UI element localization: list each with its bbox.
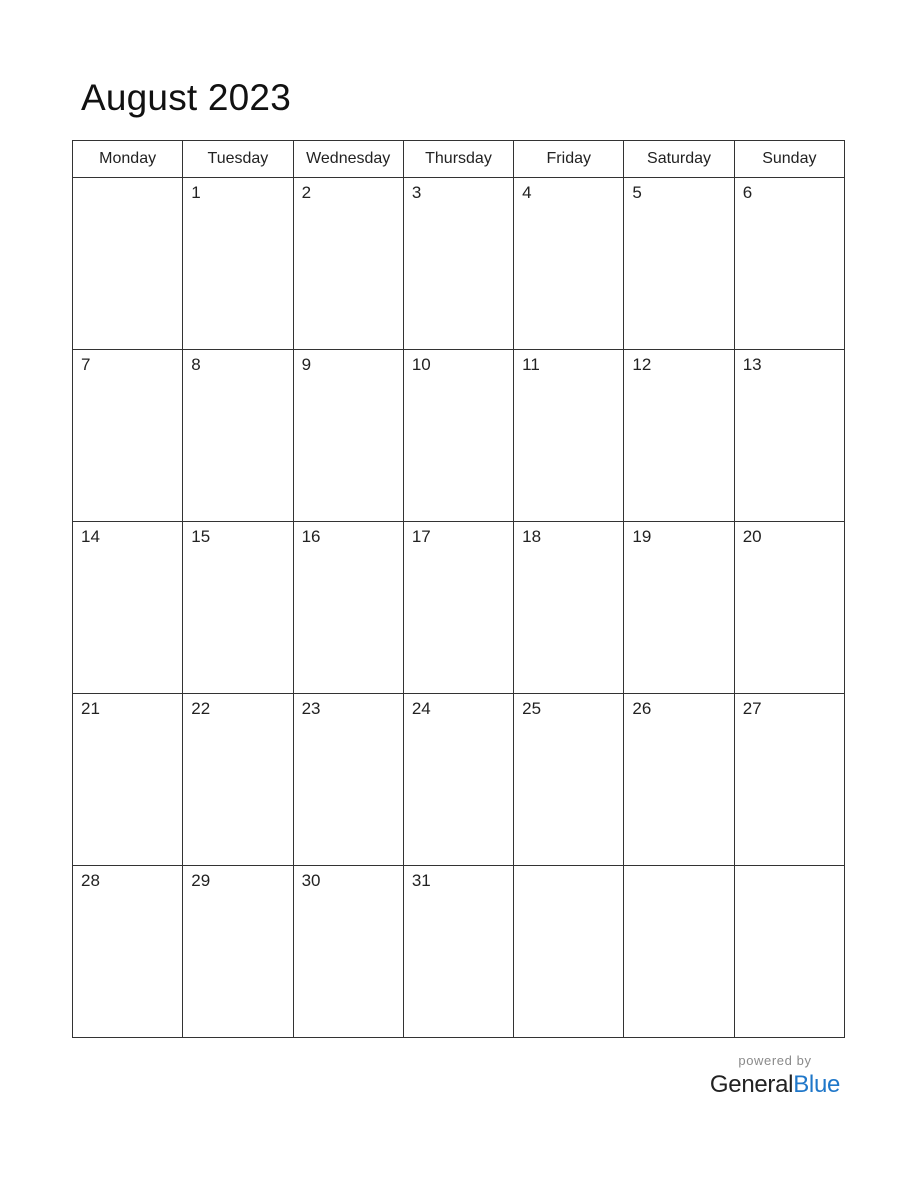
day-number: 30 (301, 871, 321, 890)
day-cell (514, 866, 624, 1038)
day-number: 29 (191, 871, 211, 890)
day-cell (734, 350, 844, 522)
day-cell (183, 522, 293, 694)
week-row (73, 350, 845, 522)
day-number: 25 (522, 699, 542, 718)
day-cell (403, 350, 513, 522)
powered-by-footer (700, 1052, 850, 1100)
day-number (735, 866, 844, 871)
day-cell (624, 350, 734, 522)
day-cell (624, 866, 734, 1038)
day-cell (73, 350, 183, 522)
day-cell (293, 866, 403, 1038)
day-cell (514, 350, 624, 522)
weekday-saturday: Saturday (624, 141, 734, 178)
day-cell (183, 178, 293, 350)
day-cell (183, 866, 293, 1038)
day-number: 27 (742, 699, 762, 718)
day-cell (734, 522, 844, 694)
day-cell (624, 522, 734, 694)
day-cell (514, 694, 624, 866)
day-number: 5 (632, 183, 642, 202)
day-cell (624, 694, 734, 866)
day-number: 20 (742, 527, 762, 546)
day-number: 1 (191, 183, 201, 202)
day-number (624, 866, 733, 871)
day-cell (624, 178, 734, 350)
day-number (73, 178, 182, 183)
weekday-tuesday: Tuesday (183, 141, 293, 178)
day-cell (734, 866, 844, 1038)
day-number: 3 (411, 183, 422, 202)
day-number: 21 (81, 699, 100, 718)
brand-general: General (709, 1071, 794, 1098)
day-number: 26 (632, 699, 652, 718)
powered-by-label: powered by (738, 1053, 812, 1068)
day-cell (293, 350, 403, 522)
day-number: 31 (411, 871, 431, 890)
day-number: 11 (522, 355, 540, 374)
week-row (73, 178, 845, 350)
day-number: 6 (742, 183, 753, 202)
brand-logo (700, 1070, 850, 1100)
week-row (73, 694, 845, 866)
day-cell (183, 694, 293, 866)
brand-blue: Blue (793, 1071, 841, 1098)
day-number: 13 (742, 355, 762, 374)
day-number: 14 (81, 527, 100, 546)
day-number: 7 (81, 355, 91, 374)
day-number: 15 (191, 527, 211, 546)
weekday-sunday: Sunday (734, 141, 844, 178)
day-cell (403, 866, 513, 1038)
calendar-grid (72, 140, 845, 1038)
calendar-title: August 2023 (81, 77, 291, 118)
day-cell (734, 694, 844, 866)
day-number: 10 (411, 355, 431, 374)
weekday-friday: Friday (514, 141, 624, 178)
day-number: 8 (191, 355, 201, 374)
day-number: 24 (411, 699, 431, 718)
week-row (73, 522, 845, 694)
day-cell (73, 522, 183, 694)
day-cell (73, 866, 183, 1038)
day-number: 12 (632, 355, 652, 374)
day-number: 17 (411, 527, 431, 546)
day-cell (403, 178, 513, 350)
day-cell (514, 178, 624, 350)
day-number: 4 (522, 183, 532, 202)
day-cell (403, 694, 513, 866)
weekday-header-row (73, 141, 845, 178)
day-cell (403, 522, 513, 694)
day-cell (514, 522, 624, 694)
day-cell (293, 694, 403, 866)
day-number (514, 866, 623, 871)
day-cell (293, 522, 403, 694)
day-number: 2 (301, 183, 312, 202)
day-number: 19 (632, 527, 652, 546)
day-cell (183, 350, 293, 522)
day-cell (293, 178, 403, 350)
day-number: 18 (522, 527, 542, 546)
weekday-thursday: Thursday (403, 141, 513, 178)
day-number: 22 (191, 699, 211, 718)
day-number: 23 (301, 699, 321, 718)
day-number: 28 (81, 871, 100, 890)
week-row (73, 866, 845, 1038)
day-cell (73, 694, 183, 866)
day-cell (73, 178, 183, 350)
day-cell (734, 178, 844, 350)
day-number: 16 (301, 527, 321, 546)
weekday-monday: Monday (73, 141, 183, 178)
day-number: 9 (301, 355, 312, 374)
weekday-wednesday: Wednesday (293, 141, 403, 178)
